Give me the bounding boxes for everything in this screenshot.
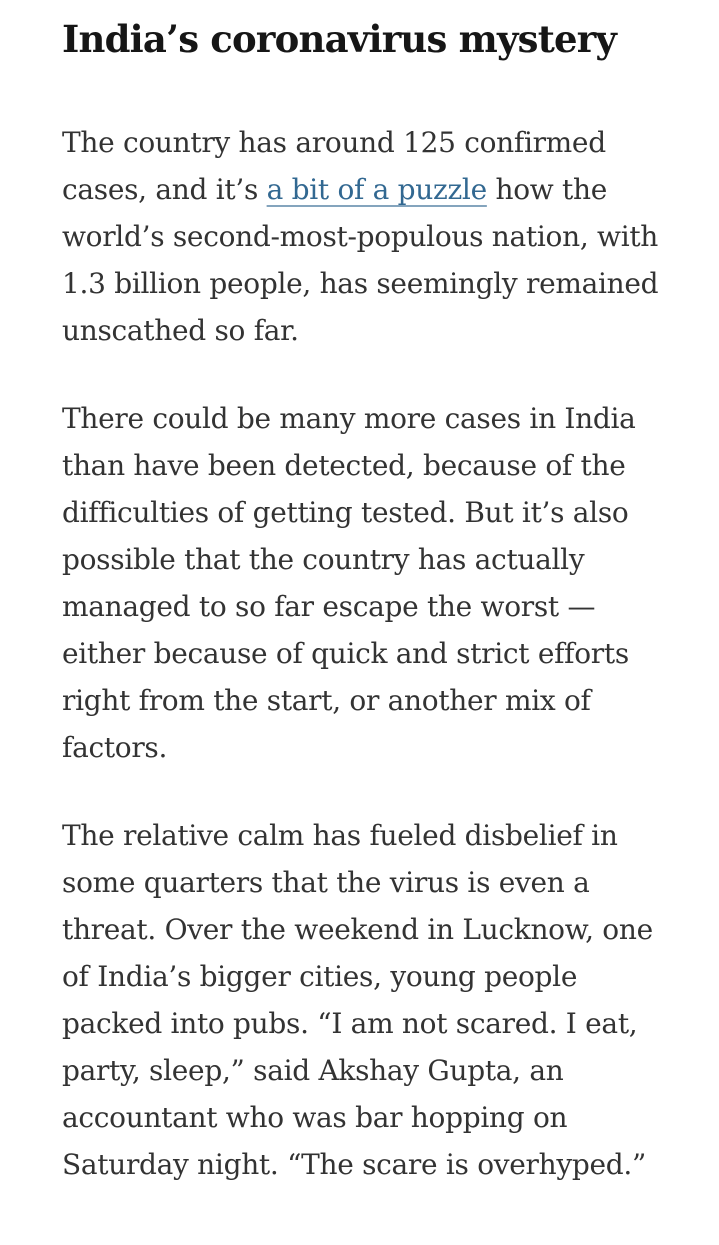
article-body [62,0,661,1188]
article-text [62,119,661,1188]
inline-link-a-bit-of-a-puzzle[interactable]: a bit of a puzzle [266,173,487,206]
paragraph-1-text-after: how the world’s second-most-populous nation, with 1.3 billion people, has seemingly remained unscathed so far. [62,173,659,347]
paragraph-3: The relative calm has fueled disbelief in some quarters that the virus is even a threat. Over the weekend in Lucknow, one of India’s bigger cities, young people packed into pubs. “I am not scared. I eat, party, sleep,” said Akshay Gupta, an accountant who was bar hopping on Saturday night. “The scare is overhyped.” [62,819,653,1181]
paragraph-2: There could be many more cases in India than have been detected, because of the difficulties of getting tested. But it’s also possible that the country has actually managed to so far escape the worst — either because of quick and strict efforts right from the start, or another mix of factors. [62,402,636,764]
paragraph-1-text-before: The country has around 125 confirmed cases, and it’s [62,126,606,206]
paragraph-1 [62,119,661,354]
article-headline: India’s coronavirus mystery [62,17,617,61]
